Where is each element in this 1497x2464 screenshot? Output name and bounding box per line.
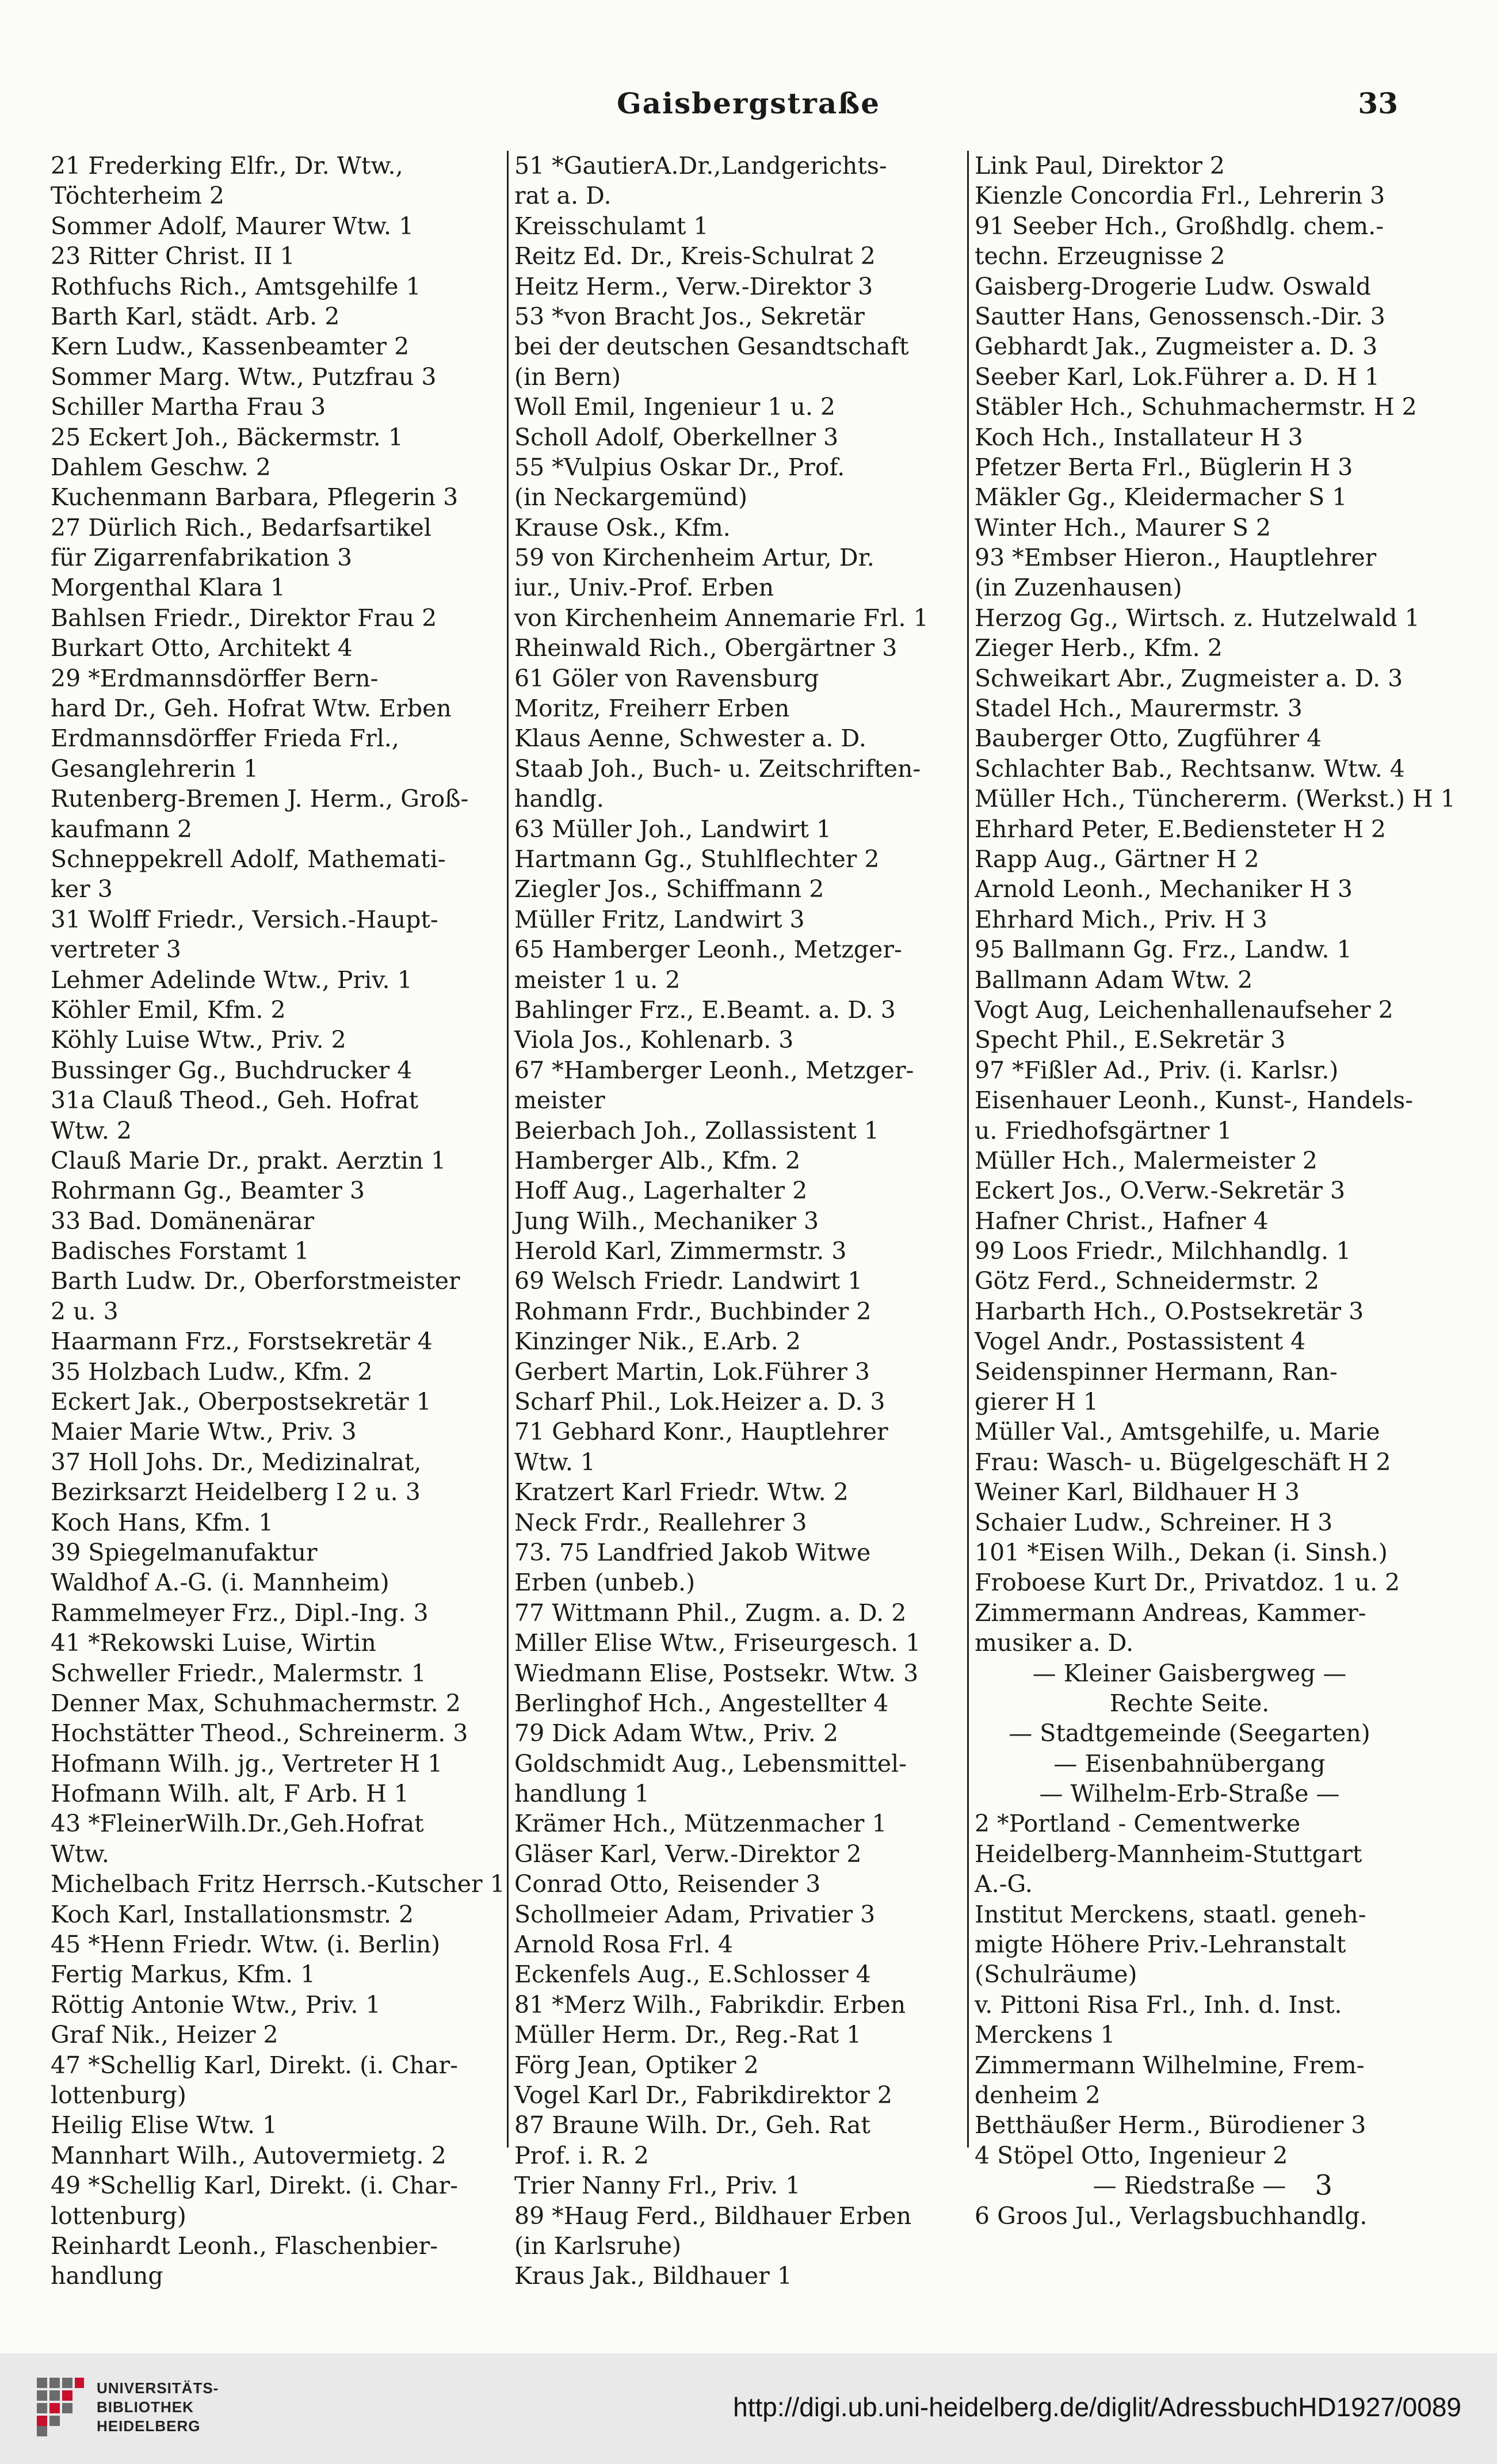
directory-line: Kratzert Karl Friedr. Wtw. 2	[514, 1478, 849, 1506]
column-left	[51, 151, 505, 2290]
directory-line: Köhly Luise Wtw., Priv. 2	[51, 1026, 346, 1054]
directory-line: Herzog Gg., Wirtsch. z. Hutzelwald 1	[975, 604, 1420, 632]
directory-line: Graf Nik., Heizer 2	[51, 2021, 278, 2049]
directory-line: 55 *Vulpius Oskar Dr., Prof.	[514, 453, 845, 481]
directory-line: 2 *Portland - Cementwerke	[975, 1810, 1301, 1838]
directory-line: Haarmann Frz., Forstsekretär 4	[51, 1328, 433, 1356]
directory-line: Seeber Karl, Lok.Führer a. D. H 1	[975, 363, 1380, 391]
directory-line: Bahlsen Friedr., Direktor Frau 2	[51, 604, 437, 632]
directory-line: Harbarth Hch., O.Postsekretär 3	[975, 1297, 1364, 1325]
directory-line: Sautter Hans, Genossensch.-Dir. 3	[975, 302, 1385, 330]
directory-line: Beierbach Joh., Zollassistent 1	[514, 1116, 879, 1145]
directory-line: Vogel Karl Dr., Fabrikdirektor 2	[514, 2081, 892, 2109]
directory-line: 93 *Embser Hieron., Hauptlehrer	[975, 544, 1377, 572]
directory-line: Berlinghof Hch., Angestellter 4	[514, 1689, 889, 1717]
directory-line: Reinhardt Leonh., Flaschenbier-	[51, 2232, 438, 2260]
directory-line: 39 Spiegelmanufaktur	[51, 1538, 318, 1566]
directory-line: bei der deutschen Gesandtschaft	[514, 333, 909, 361]
directory-line: v. Pittoni Risa Frl., Inh. d. Inst.	[975, 1990, 1342, 2019]
directory-line: Badisches Forstamt 1	[51, 1237, 310, 1265]
directory-line: 95 Ballmann Gg. Frz., Landw. 1	[975, 936, 1352, 964]
directory-line: gierer H 1	[975, 1388, 1098, 1416]
directory-line: Rothfuchs Rich., Amtsgehilfe 1	[51, 272, 421, 300]
directory-line: Schweikart Abr., Zugmeister a. D. 3	[975, 664, 1403, 692]
directory-line: Sommer Marg. Wtw., Putzfrau 3	[51, 363, 437, 391]
directory-line: Mäkler Gg., Kleidermacher S 1	[975, 483, 1347, 512]
directory-line: Gesanglehrerin 1	[51, 754, 259, 783]
directory-line: Stadel Hch., Maurermstr. 3	[975, 695, 1303, 723]
directory-line: Dahlem Geschw. 2	[51, 453, 271, 481]
directory-line: Eisenhauer Leonh., Kunst-, Handels-	[975, 1086, 1414, 1115]
directory-line: Bauberger Otto, Zugführer 4	[975, 724, 1322, 753]
directory-line: migte Höhere Priv.-Lehranstalt	[975, 1931, 1346, 1959]
directory-line: 97 *Fißler Ad., Priv. (i. Karlsr.)	[975, 1056, 1339, 1084]
directory-line: Neck Frdr., Reallehrer 3	[514, 1508, 807, 1536]
directory-line: Töchterheim 2	[51, 182, 224, 210]
directory-line: 2 u. 3	[51, 1297, 119, 1325]
directory-line: Hoff Aug., Lagerhalter 2	[514, 1177, 808, 1205]
directory-line: 25 Eckert Joh., Bäckermstr. 1	[51, 423, 403, 451]
directory-line: techn. Erzeugnisse 2	[975, 242, 1225, 270]
directory-line: Barth Karl, städt. Arb. 2	[51, 302, 340, 330]
directory-line: Rechte Seite.	[1109, 1689, 1270, 1717]
directory-line: Krause Osk., Kfm.	[514, 513, 731, 541]
directory-line: 65 Hamberger Leonh., Metzger-	[514, 936, 902, 964]
directory-line: (in Bern)	[514, 363, 621, 391]
directory-line: Hamberger Alb., Kfm. 2	[514, 1146, 801, 1174]
directory-line: Arnold Leonh., Mechaniker H 3	[975, 875, 1353, 903]
directory-line: 35 Holzbach Ludw., Kfm. 2	[51, 1357, 373, 1386]
directory-line: Zieger Herb., Kfm. 2	[975, 634, 1223, 662]
directory-line: 71 Gebhard Konr., Hauptlehrer	[514, 1418, 888, 1446]
directory-line: Pfetzer Berta Frl., Büglerin H 3	[975, 453, 1353, 481]
directory-line: Eckert Jak., Oberpostsekretär 1	[51, 1388, 431, 1416]
directory-line: Merckens 1	[975, 2021, 1116, 2049]
directory-line: — Wilhelm-Erb-Straße —	[1039, 1780, 1340, 1808]
directory-line: Rheinwald Rich., Obergärtner 3	[514, 634, 898, 662]
directory-line: Zimmermann Andreas, Kammer-	[975, 1599, 1366, 1627]
directory-line: Schweller Friedr., Malermstr. 1	[51, 1659, 426, 1687]
directory-line: Hofmann Wilh. jg., Vertreter H 1	[51, 1749, 443, 1778]
directory-line: 43 *FleinerWilh.Dr.,Geh.Hofrat	[51, 1810, 424, 1838]
directory-line: Lehmer Adelinde Wtw., Priv. 1	[51, 966, 413, 994]
directory-line: 37 Holl Johs. Dr., Medizinalrat,	[51, 1448, 422, 1476]
directory-line: 21 Frederking Elfr., Dr. Wtw.,	[51, 152, 403, 180]
directory-line: Müller Hch., Malermeister 2	[975, 1146, 1317, 1174]
directory-line: (in Karlsruhe)	[514, 2232, 682, 2260]
directory-line: Winter Hch., Maurer S 2	[975, 513, 1271, 541]
directory-line: Müller Hch., Tünchererm. (Werkst.) H 1	[975, 785, 1456, 813]
directory-line: Institut Merckens, staatl. geneh-	[975, 1900, 1366, 1928]
page-title: Gaisbergstraße	[616, 86, 881, 120]
directory-line: — Kleiner Gaisbergweg —	[1032, 1659, 1347, 1687]
directory-line: Eckert Jos., O.Verw.-Sekretär 3	[975, 1177, 1346, 1205]
directory-line: Link Paul, Direktor 2	[975, 152, 1225, 180]
directory-line: Wtw. 2	[51, 1116, 132, 1145]
directory-line: Kreisschulamt 1	[514, 212, 709, 240]
directory-line: 33 Bad. Domänenärar	[51, 1207, 315, 1235]
directory-line: Bussinger Gg., Buchdrucker 4	[51, 1056, 413, 1084]
directory-line: Hochstätter Theod., Schreinerm. 3	[51, 1719, 468, 1748]
directory-line: Gebhardt Jak., Zugmeister a. D. 3	[975, 333, 1378, 361]
directory-line: Rapp Aug., Gärtner H 2	[975, 845, 1259, 873]
directory-line: Schneppekrell Adolf, Mathemati-	[51, 845, 446, 873]
directory-line: Müller Herm. Dr., Reg.-Rat 1	[514, 2021, 862, 2049]
directory-line: Röttig Antonie Wtw., Priv. 1	[51, 1990, 381, 2019]
directory-line: lottenburg)	[51, 2081, 186, 2109]
directory-line: rat a. D.	[514, 182, 612, 210]
directory-line: 29 *Erdmannsdörffer Bern-	[51, 664, 379, 692]
directory-line: vertreter 3	[51, 936, 181, 964]
directory-line: — Eisenbahnübergang	[1053, 1749, 1326, 1778]
directory-line: Förg Jean, Optiker 2	[514, 2051, 759, 2079]
directory-line: 101 *Eisen Wilh., Dekan (i. Sinsh.)	[975, 1538, 1388, 1566]
directory-line: Erdmannsdörffer Frieda Frl.,	[51, 724, 399, 753]
directory-line: Wtw. 1	[514, 1448, 595, 1476]
directory-line: 27 Dürlich Rich., Bedarfsartikel	[51, 513, 431, 541]
directory-line: 89 *Haug Ferd., Bildhauer Erben	[514, 2202, 912, 2230]
directory-line: Arnold Rosa Frl. 4	[514, 1931, 734, 1959]
directory-line: Morgenthal Klara 1	[51, 574, 285, 602]
directory-line: Vogel Andr., Postassistent 4	[975, 1328, 1306, 1356]
directory-line: Prof. i. R. 2	[514, 2141, 649, 2169]
directory-line: 63 Müller Joh., Landwirt 1	[514, 815, 832, 843]
page-number: 33	[1358, 86, 1398, 120]
directory-line: Specht Phil., E.Sekretär 3	[975, 1026, 1286, 1054]
directory-line: Schiller Martha Frau 3	[51, 393, 326, 421]
directory-line: u. Friedhofsgärtner 1	[975, 1116, 1232, 1145]
directory-line: 51 *GautierA.Dr.,Landgerichts-	[514, 152, 887, 180]
directory-line: Stäbler Hch., Schuhmachermstr. H 2	[975, 393, 1417, 421]
directory-line: Moritz, Freiherr Erben	[514, 695, 790, 723]
directory-line: ker 3	[51, 875, 113, 903]
directory-line: Staab Joh., Buch- u. Zeitschriften-	[514, 754, 921, 783]
directory-line: Schollmeier Adam, Privatier 3	[514, 1900, 876, 1928]
directory-line: Gläser Karl, Verw.-Direktor 2	[514, 1840, 862, 1868]
directory-line: Rammelmeyer Frz., Dipl.-Ing. 3	[51, 1599, 429, 1627]
directory-line: 6 Groos Jul., Verlagsbuchhandlg.	[975, 2202, 1368, 2230]
directory-line: meister 1 u. 2	[514, 966, 681, 994]
library-name: UNIVERSITÄTS- BIBLIOTHEK HEIDELBERG	[97, 2379, 219, 2435]
directory-line: Denner Max, Schuhmachermstr. 2	[51, 1689, 461, 1717]
signature-mark: 3	[1315, 2169, 1332, 2202]
directory-line: Scharf Phil., Lok.Heizer a. D. 3	[514, 1388, 885, 1416]
directory-line: 49 *Schellig Karl, Direkt. (i. Char-	[51, 2172, 458, 2200]
directory-line: Rutenberg-Bremen J. Herm., Groß-	[51, 785, 469, 813]
directory-line: 87 Braune Wilh. Dr., Geh. Rat	[514, 2111, 870, 2139]
directory-line: 53 *von Bracht Jos., Sekretär	[514, 302, 865, 330]
directory-line: Koch Karl, Installationsmstr. 2	[51, 1900, 414, 1928]
directory-line: Woll Emil, Ingenieur 1 u. 2	[514, 393, 836, 421]
directory-line: 41 *Rekowski Luise, Wirtin	[51, 1629, 376, 1657]
directory-line: Hafner Christ., Hafner 4	[975, 1207, 1269, 1235]
directory-line: Müller Val., Amtsgehilfe, u. Marie	[975, 1418, 1380, 1446]
directory-line: Koch Hans, Kfm. 1	[51, 1508, 274, 1536]
directory-line: Mannhart Wilh., Autovermietg. 2	[51, 2141, 446, 2169]
directory-line: denheim 2	[975, 2081, 1101, 2109]
directory-line: 91 Seeber Hch., Großhdlg. chem.-	[975, 212, 1384, 240]
directory-line: Herold Karl, Zimmermstr. 3	[514, 1237, 847, 1265]
directory-line: 31 Wolff Friedr., Versich.-Haupt-	[51, 905, 438, 933]
directory-line: Jung Wilh., Mechaniker 3	[514, 1207, 819, 1235]
directory-line: Heidelberg-Mannheim-Stuttgart	[975, 1840, 1362, 1868]
directory-line: Rohmann Frdr., Buchbinder 2	[514, 1297, 872, 1325]
directory-line: (in Neckargemünd)	[514, 483, 747, 512]
directory-line: lottenburg)	[51, 2202, 186, 2230]
directory-line: 4 Stöpel Otto, Ingenieur 2	[975, 2141, 1288, 2169]
directory-line: Bezirksarzt Heidelberg I 2 u. 3	[51, 1478, 421, 1506]
directory-line: von Kirchenheim Annemarie Frl. 1	[514, 604, 929, 632]
directory-line: Bahlinger Frz., E.Beamt. a. D. 3	[514, 995, 896, 1024]
directory-line: hard Dr., Geh. Hofrat Wtw. Erben	[51, 695, 452, 723]
directory-line: 23 Ritter Christ. II 1	[51, 242, 295, 270]
directory-line: 73. 75 Landfried Jakob Witwe	[514, 1538, 871, 1566]
directory-line: Kuchenmann Barbara, Pflegerin 3	[51, 483, 459, 512]
directory-line: (Schulräume)	[975, 1960, 1137, 1989]
directory-line: 79 Dick Adam Wtw., Priv. 2	[514, 1719, 838, 1748]
directory-line: Scholl Adolf, Oberkellner 3	[514, 423, 839, 451]
source-url-link[interactable]: http://digi.ub.uni-heidelberg.de/diglit/AdressbuchHD1927/0089	[733, 2392, 1461, 2422]
directory-line: kaufmann 2	[51, 815, 193, 843]
directory-line: 77 Wittmann Phil., Zugm. a. D. 2	[514, 1599, 907, 1627]
directory-line: meister	[514, 1086, 605, 1115]
directory-line: Ballmann Adam Wtw. 2	[975, 966, 1253, 994]
directory-line: Wtw.	[51, 1840, 109, 1868]
directory-line: handlung 1	[514, 1780, 650, 1808]
directory-line: Fertig Markus, Kfm. 1	[51, 1960, 316, 1989]
directory-line: für Zigarrenfabrikation 3	[51, 544, 353, 572]
directory-line: Heilig Elise Wtw. 1	[51, 2111, 278, 2139]
directory-line: Weiner Karl, Bildhauer H 3	[975, 1478, 1300, 1506]
directory-line: Müller Fritz, Landwirt 3	[514, 905, 805, 933]
directory-line: Kern Ludw., Kassenbeamter 2	[51, 333, 410, 361]
directory-line: Gaisberg-Drogerie Ludw. Oswald	[975, 272, 1371, 300]
directory-line: Klaus Aenne, Schwester a. D.	[514, 724, 866, 753]
directory-line: Frau: Wasch- u. Bügelgeschäft H 2	[975, 1448, 1391, 1476]
directory-line: Ehrhard Peter, E.Bediensteter H 2	[975, 815, 1386, 843]
directory-line: Goldschmidt Aug., Lebensmittel-	[514, 1749, 907, 1778]
directory-line: Betthäußer Herm., Bürodiener 3	[975, 2111, 1366, 2139]
directory-line: 67 *Hamberger Leonh., Metzger-	[514, 1056, 914, 1084]
directory-line: Barth Ludw. Dr., Oberforstmeister	[51, 1267, 460, 1295]
directory-line: Koch Hch., Installateur H 3	[975, 423, 1303, 451]
directory-line: Hartmann Gg., Stuhlflechter 2	[514, 845, 880, 873]
directory-line: Clauß Marie Dr., prakt. Aerztin 1	[51, 1146, 446, 1174]
directory-line: Seidenspinner Hermann, Ran-	[975, 1357, 1338, 1386]
directory-line: Kinzinger Nik., E.Arb. 2	[514, 1328, 801, 1356]
directory-line: 81 *Merz Wilh., Fabrikdir. Erben	[514, 1990, 906, 2019]
directory-line: A.-G.	[975, 1870, 1033, 1898]
directory-line: Viola Jos., Kohlenarb. 3	[514, 1026, 794, 1054]
directory-line: Sommer Adolf, Maurer Wtw. 1	[51, 212, 414, 240]
directory-line: Hofmann Wilh. alt, F Arb. H 1	[51, 1780, 409, 1808]
directory-line: Maier Marie Wtw., Priv. 3	[51, 1418, 357, 1446]
directory-line: 59 von Kirchenheim Artur, Dr.	[514, 544, 874, 572]
directory-line: 99 Loos Friedr., Milchhandlg. 1	[975, 1237, 1351, 1265]
directory-line: Schaier Ludw., Schreiner. H 3	[975, 1508, 1333, 1536]
directory-line: Schlachter Bab., Rechtsanw. Wtw. 4	[975, 754, 1405, 783]
directory-line: Miller Elise Wtw., Friseurgesch. 1	[514, 1629, 921, 1657]
directory-line: Froboese Kurt Dr., Privatdoz. 1 u. 2	[975, 1569, 1400, 1597]
directory-line: Wiedmann Elise, Postsekr. Wtw. 3	[514, 1659, 919, 1687]
directory-line: — Riedstraße —	[1093, 2172, 1286, 2200]
directory-line: Michelbach Fritz Herrsch.-Kutscher 1	[51, 1870, 505, 1898]
directory-line: Conrad Otto, Reisender 3	[514, 1870, 821, 1898]
directory-line: 69 Welsch Friedr. Landwirt 1	[514, 1267, 863, 1295]
directory-line: Götz Ferd., Schneidermstr. 2	[975, 1267, 1319, 1295]
column-right	[967, 151, 1456, 2230]
directory-line: Köhler Emil, Kfm. 2	[51, 995, 286, 1024]
directory-line: Heitz Herm., Verw.-Direktor 3	[514, 272, 873, 300]
directory-line: 61 Göler von Ravensburg	[514, 664, 819, 692]
directory-line: Trier Nanny Frl., Priv. 1	[514, 2172, 801, 2200]
directory-line: musiker a. D.	[975, 1629, 1134, 1657]
directory-line: 31a Clauß Theod., Geh. Hofrat	[51, 1086, 419, 1115]
footer-bar	[0, 2354, 1497, 2464]
directory-line: handlung	[51, 2262, 163, 2290]
column-middle	[507, 151, 961, 2290]
directory-line: Kraus Jak., Bildhauer 1	[514, 2262, 792, 2290]
directory-line: Reitz Ed. Dr., Kreis-Schulrat 2	[514, 242, 876, 270]
directory-line: 45 *Henn Friedr. Wtw. (i. Berlin)	[51, 1931, 441, 1959]
directory-line: Zimmermann Wilhelmine, Frem-	[975, 2051, 1365, 2079]
directory-line: Rohrmann Gg., Beamter 3	[51, 1177, 365, 1205]
directory-line: handlg.	[514, 785, 604, 813]
directory-line: Erben (unbeb.)	[514, 1569, 696, 1597]
directory-line: Ziegler Jos., Schiffmann 2	[514, 875, 824, 903]
directory-line: Kienzle Concordia Frl., Lehrerin 3	[975, 182, 1385, 210]
directory-line: Ehrhard Mich., Priv. H 3	[975, 905, 1267, 933]
directory-line: — Stadtgemeinde (Seegarten)	[1009, 1719, 1370, 1748]
directory-line: Waldhof A.-G. (i. Mannheim)	[51, 1569, 389, 1597]
directory-line: 47 *Schellig Karl, Direkt. (i. Char-	[51, 2051, 458, 2079]
directory-line: Eckenfels Aug., E.Schlosser 4	[514, 1960, 871, 1989]
directory-line: Burkart Otto, Architekt 4	[51, 634, 353, 662]
directory-line: (in Zuzenhausen)	[975, 574, 1182, 602]
directory-line: Gerbert Martin, Lok.Führer 3	[514, 1357, 870, 1386]
directory-line: Krämer Hch., Mützenmacher 1	[514, 1810, 887, 1838]
library-logo-icon	[35, 2375, 86, 2439]
directory-line: iur., Univ.-Prof. Erben	[514, 574, 774, 602]
directory-line: Vogt Aug, Leichenhallenaufseher 2	[975, 995, 1393, 1024]
